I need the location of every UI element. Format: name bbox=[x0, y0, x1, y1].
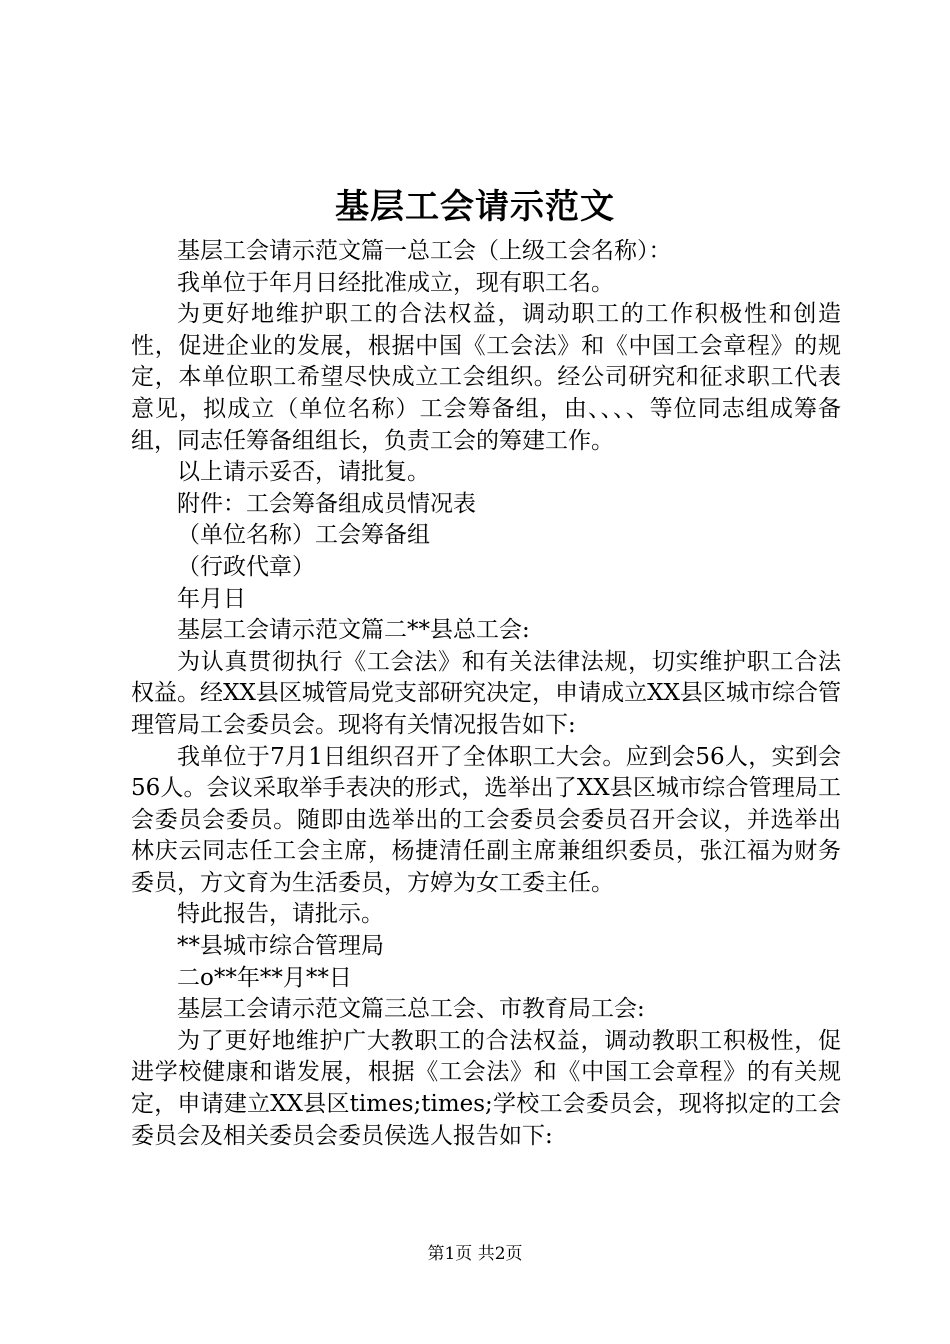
paragraph: 我单位于7月1日组织召开了全体职工大会。应到会56人，实到会56人。会议采取举手表决的形式，选举出了XX县区城市综合管理局工会委员会委员。随即由选举出的工会委员会委员召开会议，并选举出林庆云同志任工会主席，杨捷清任副主席兼组织委员，张江福为财务委员，方文育为生活委员，方婷为女工委主任。 bbox=[131, 743, 841, 896]
paragraph: 附件：工会筹备组成员情况表 bbox=[177, 490, 476, 517]
paragraph: 我单位于年月日经批准成立，现有职工名。 bbox=[177, 269, 614, 296]
paragraph: 基层工会请示范文篇二**县总工会: bbox=[177, 617, 530, 644]
page-footer: 第1页 共2页 bbox=[427, 1244, 523, 1264]
paragraph: 以上请示妥否，请批复。 bbox=[177, 459, 430, 486]
paragraph: 基层工会请示范文篇三总工会、市教育局工会: bbox=[177, 996, 645, 1023]
paragraph: 年月日 bbox=[177, 585, 246, 612]
paragraph: 为更好地维护职工的合法权益，调动职工的工作积极性和创造性，促进企业的发展，根据中国《工会法》和《中国工会章程》的规定，本单位职工希望尽快成立工会组织。经公司研究和征求职工代表意见，拟成立（单位名称）工会筹备组，由、、、、等位同志组成筹备组，同志任筹备组组长，负责工会的筹建工作。 bbox=[131, 301, 841, 454]
paragraph: （行政代章） bbox=[177, 553, 315, 580]
paragraph: 基层工会请示范文篇一总工会（上级工会名称）： bbox=[177, 238, 672, 264]
paragraph: 二o**年**月**日 bbox=[177, 964, 352, 991]
paragraph: 为了更好地维护广大教职工的合法权益，调动教职工积极性，促进学校健康和谐发展，根据《工会法》和《中国工会章程》的有关规定，申请建立XX县区times;times;学校工会委员会，现将拟定的工会委员会及相关委员会委员侯选人报告如下: bbox=[131, 1027, 841, 1149]
paragraph: （单位名称）工会筹备组 bbox=[177, 522, 430, 549]
paragraph: 为认真贯彻执行《工会法》和有关法律法规，切实维护职工合法权益。经XX县区城管局党支部研究决定，申请成立XX县区城市综合管理管局工会委员会。现将有关情况报告如下: bbox=[131, 648, 841, 738]
paragraph: **县城市综合管理局 bbox=[177, 933, 384, 960]
document-title: 基层工会请示范文 bbox=[335, 187, 615, 227]
paragraph: 特此报告，请批示。 bbox=[177, 901, 384, 928]
document-body bbox=[131, 236, 841, 1152]
